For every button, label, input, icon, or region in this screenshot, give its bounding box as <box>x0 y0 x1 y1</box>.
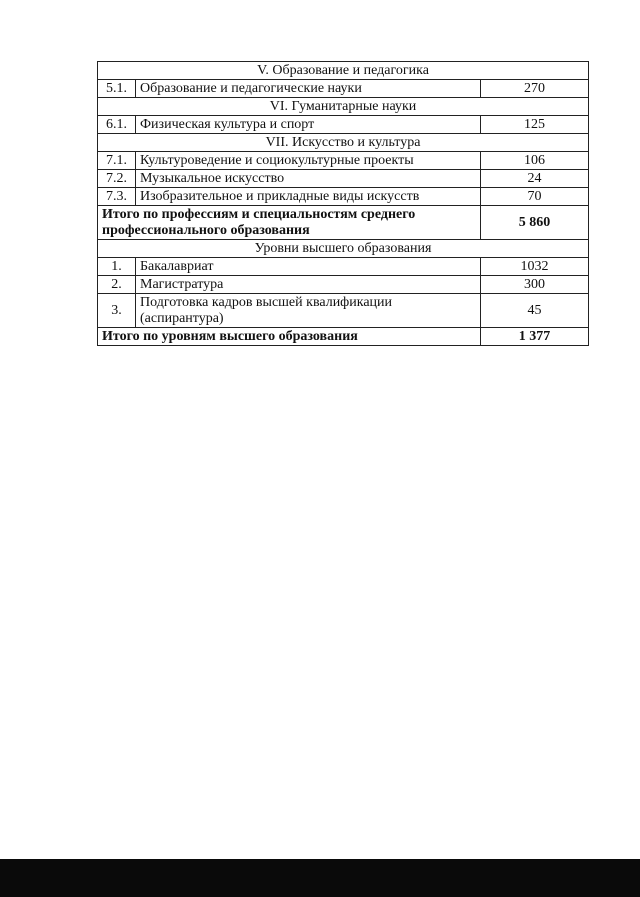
row-value: 125 <box>481 116 589 134</box>
section-title: VI. Гуманитарные науки <box>98 98 589 116</box>
total-row <box>98 206 589 240</box>
section-header-row <box>98 98 589 116</box>
table-row <box>98 116 589 134</box>
row-name: Подготовка кадров высшей квалификации (аспирантура) <box>136 294 481 328</box>
row-name: Музыкальное искусство <box>136 170 481 188</box>
total-spo-label: Итого по профессиям и специальностям среднего профессионального образования <box>98 206 481 240</box>
table-row <box>98 294 589 328</box>
row-name: Бакалавриат <box>136 258 481 276</box>
row-value: 300 <box>481 276 589 294</box>
row-name: Изобразительное и прикладные виды искусств <box>136 188 481 206</box>
total-spo-value: 5 860 <box>481 206 589 240</box>
row-number: 7.1. <box>98 152 136 170</box>
row-number: 6.1. <box>98 116 136 134</box>
row-name: Магистратура <box>136 276 481 294</box>
row-number: 1. <box>98 258 136 276</box>
table-row <box>98 80 589 98</box>
row-number: 3. <box>98 294 136 328</box>
row-value: 270 <box>481 80 589 98</box>
table-row <box>98 152 589 170</box>
total-row <box>98 328 589 346</box>
row-number: 5.1. <box>98 80 136 98</box>
row-value: 106 <box>481 152 589 170</box>
scan-bottom-edge <box>0 859 640 897</box>
row-name: Образование и педагогические науки <box>136 80 481 98</box>
section-title: V. Образование и педагогика <box>98 62 589 80</box>
section-header-row <box>98 62 589 80</box>
row-number: 7.2. <box>98 170 136 188</box>
row-name: Культуроведение и социокультурные проекты <box>136 152 481 170</box>
section-header-row <box>98 134 589 152</box>
table-row <box>98 170 589 188</box>
row-number: 7.3. <box>98 188 136 206</box>
section-header-row <box>98 240 589 258</box>
table-row <box>98 188 589 206</box>
section-title: Уровни высшего образования <box>98 240 589 258</box>
section-title: VII. Искусство и культура <box>98 134 589 152</box>
row-value: 45 <box>481 294 589 328</box>
total-higher-label: Итого по уровням высшего образования <box>98 328 481 346</box>
enrollment-table <box>97 61 589 346</box>
row-number: 2. <box>98 276 136 294</box>
table-row <box>98 276 589 294</box>
total-higher-value: 1 377 <box>481 328 589 346</box>
row-value: 1032 <box>481 258 589 276</box>
row-value: 24 <box>481 170 589 188</box>
row-name: Физическая культура и спорт <box>136 116 481 134</box>
table-row <box>98 258 589 276</box>
row-value: 70 <box>481 188 589 206</box>
